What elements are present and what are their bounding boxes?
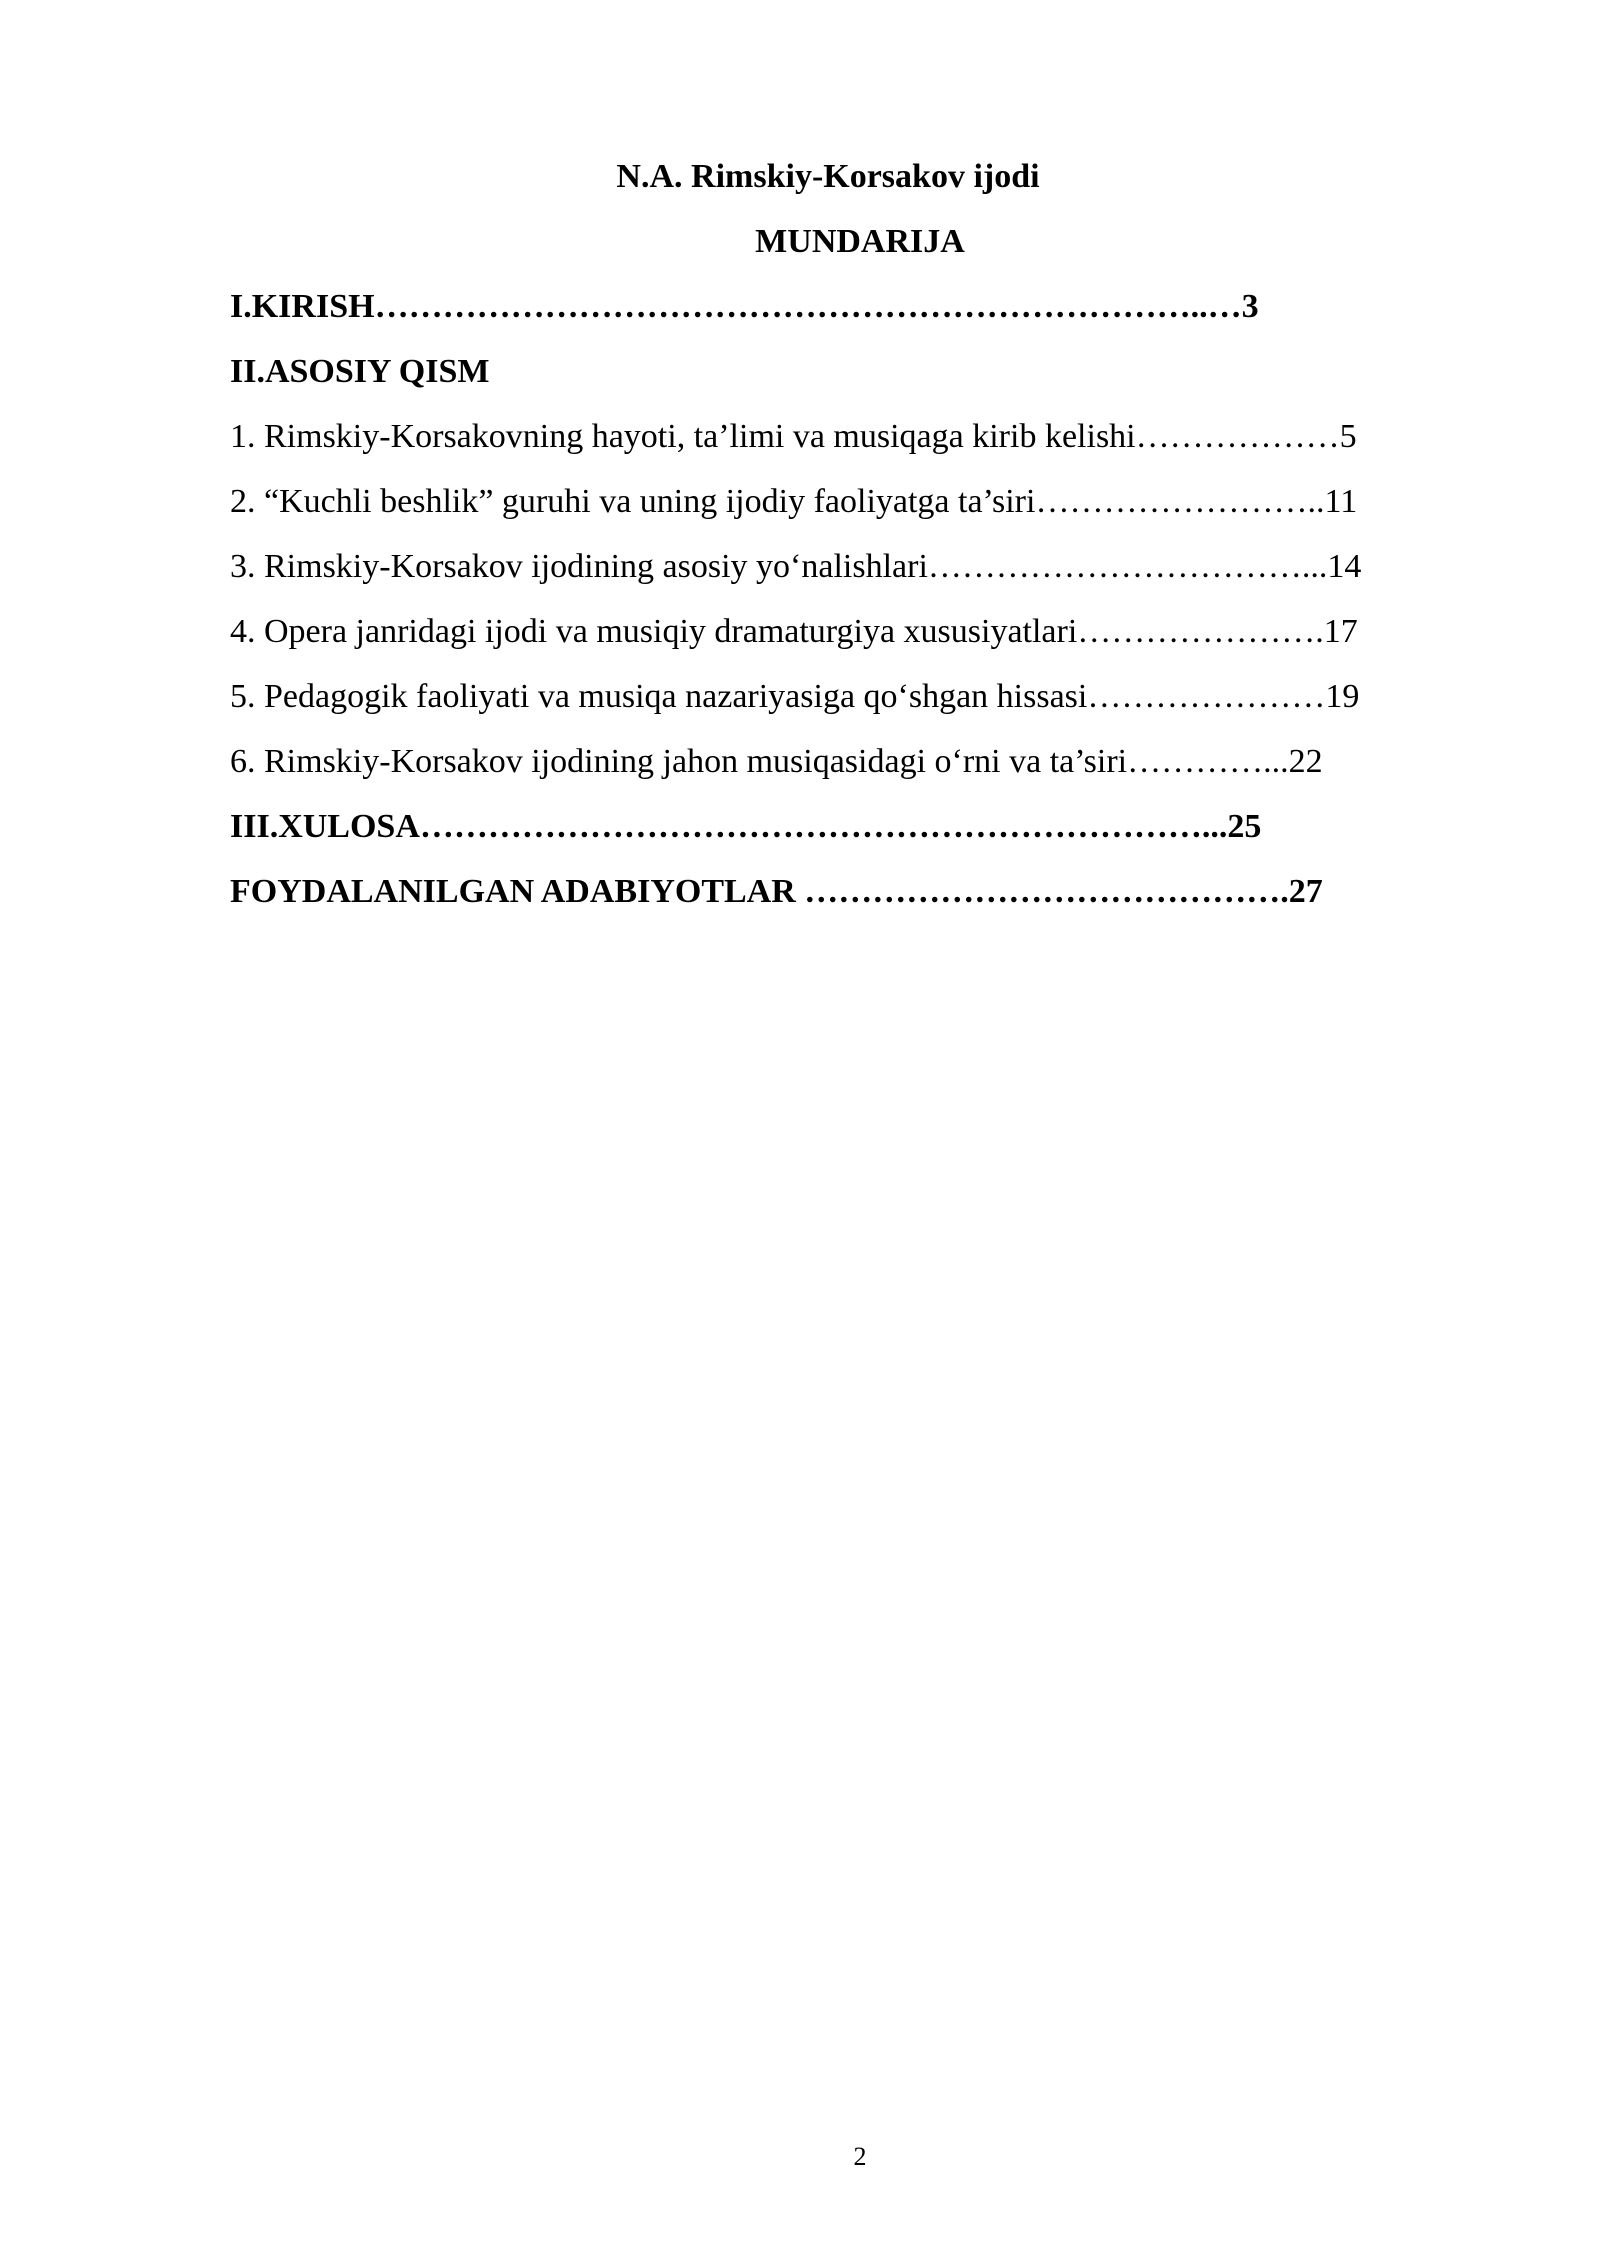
- table-of-contents: [230, 287, 1490, 937]
- toc-entry-leader: …………………: [1087, 678, 1326, 715]
- toc-entry-title: 2. “Kuchli beshlik” guruhi va uning ijodiy faoliyatga ta’siri: [230, 483, 1036, 520]
- page-number: 2: [853, 2142, 867, 2171]
- toc-entry-adabiyotlar[interactable]: [230, 872, 1490, 937]
- toc-entry-title: 5. Pedagogik faoliyati va musiqa nazariyasiga qo‘shgan hissasi: [230, 678, 1088, 715]
- toc-entry-1[interactable]: [230, 417, 1490, 482]
- toc-entry-page: 3: [1241, 288, 1259, 325]
- document-title: N.A. Rimskiy-Korsakov ijodi: [616, 158, 1040, 195]
- toc-entry-leader: ……………………..: [1035, 483, 1325, 520]
- toc-entry-page: 19: [1325, 678, 1360, 715]
- toc-entry-title: I.KIRISH: [230, 288, 375, 325]
- toc-entry-6[interactable]: [230, 742, 1490, 807]
- toc-entry-2[interactable]: [230, 482, 1490, 547]
- toc-entry-page: 25: [1227, 808, 1262, 845]
- toc-entry-title: III.XULOSA: [230, 808, 420, 845]
- toc-entry-asosiy-qism[interactable]: [230, 352, 1490, 417]
- toc-entry-page: 11: [1324, 483, 1358, 520]
- toc-entry-leader: …………………………………….: [804, 873, 1289, 910]
- toc-entry-xulosa[interactable]: [230, 807, 1490, 872]
- toc-entry-page: 17: [1323, 613, 1358, 650]
- toc-heading: MUNDARIJA: [755, 223, 965, 260]
- toc-entry-page: 22: [1288, 743, 1323, 780]
- toc-entry-title: 6. Rimskiy-Korsakov ijodining jahon musiqasidagi o‘rni va ta’siri: [230, 743, 1128, 780]
- toc-entry-leader: …………...: [1127, 743, 1289, 780]
- toc-entry-title: II.ASOSIY QISM: [230, 353, 490, 390]
- toc-entry-title: 4. Opera janridagi ijodi va musiqiy dramaturgiya xususiyatlari: [230, 613, 1078, 650]
- toc-entry-leader: ………………………………………………………………..…: [374, 288, 1242, 325]
- toc-entry-leader: ………………: [1135, 418, 1340, 455]
- toc-entry-leader: ………………….: [1077, 613, 1324, 650]
- toc-entry-page: 27: [1288, 873, 1323, 910]
- toc-entry-page: 14: [1327, 548, 1362, 585]
- toc-entry-title: FOYDALANILGAN ADABIYOTLAR: [230, 873, 805, 910]
- toc-entry-leader: ……………………………...: [927, 548, 1328, 585]
- toc-entry-title: 3. Rimskiy-Korsakov ijodining asosiy yo‘nalishlari: [230, 548, 928, 585]
- toc-entry-5[interactable]: [230, 677, 1490, 742]
- toc-entry-kirish[interactable]: [230, 287, 1490, 352]
- toc-entry-3[interactable]: [230, 547, 1490, 612]
- toc-entry-leader: ……………………………………………………………...: [419, 808, 1228, 845]
- toc-entry-page: 5: [1339, 418, 1357, 455]
- toc-entry-4[interactable]: [230, 612, 1490, 677]
- toc-entry-title: 1. Rimskiy-Korsakovning hayoti, ta’limi va musiqaga kirib kelishi: [230, 418, 1136, 455]
